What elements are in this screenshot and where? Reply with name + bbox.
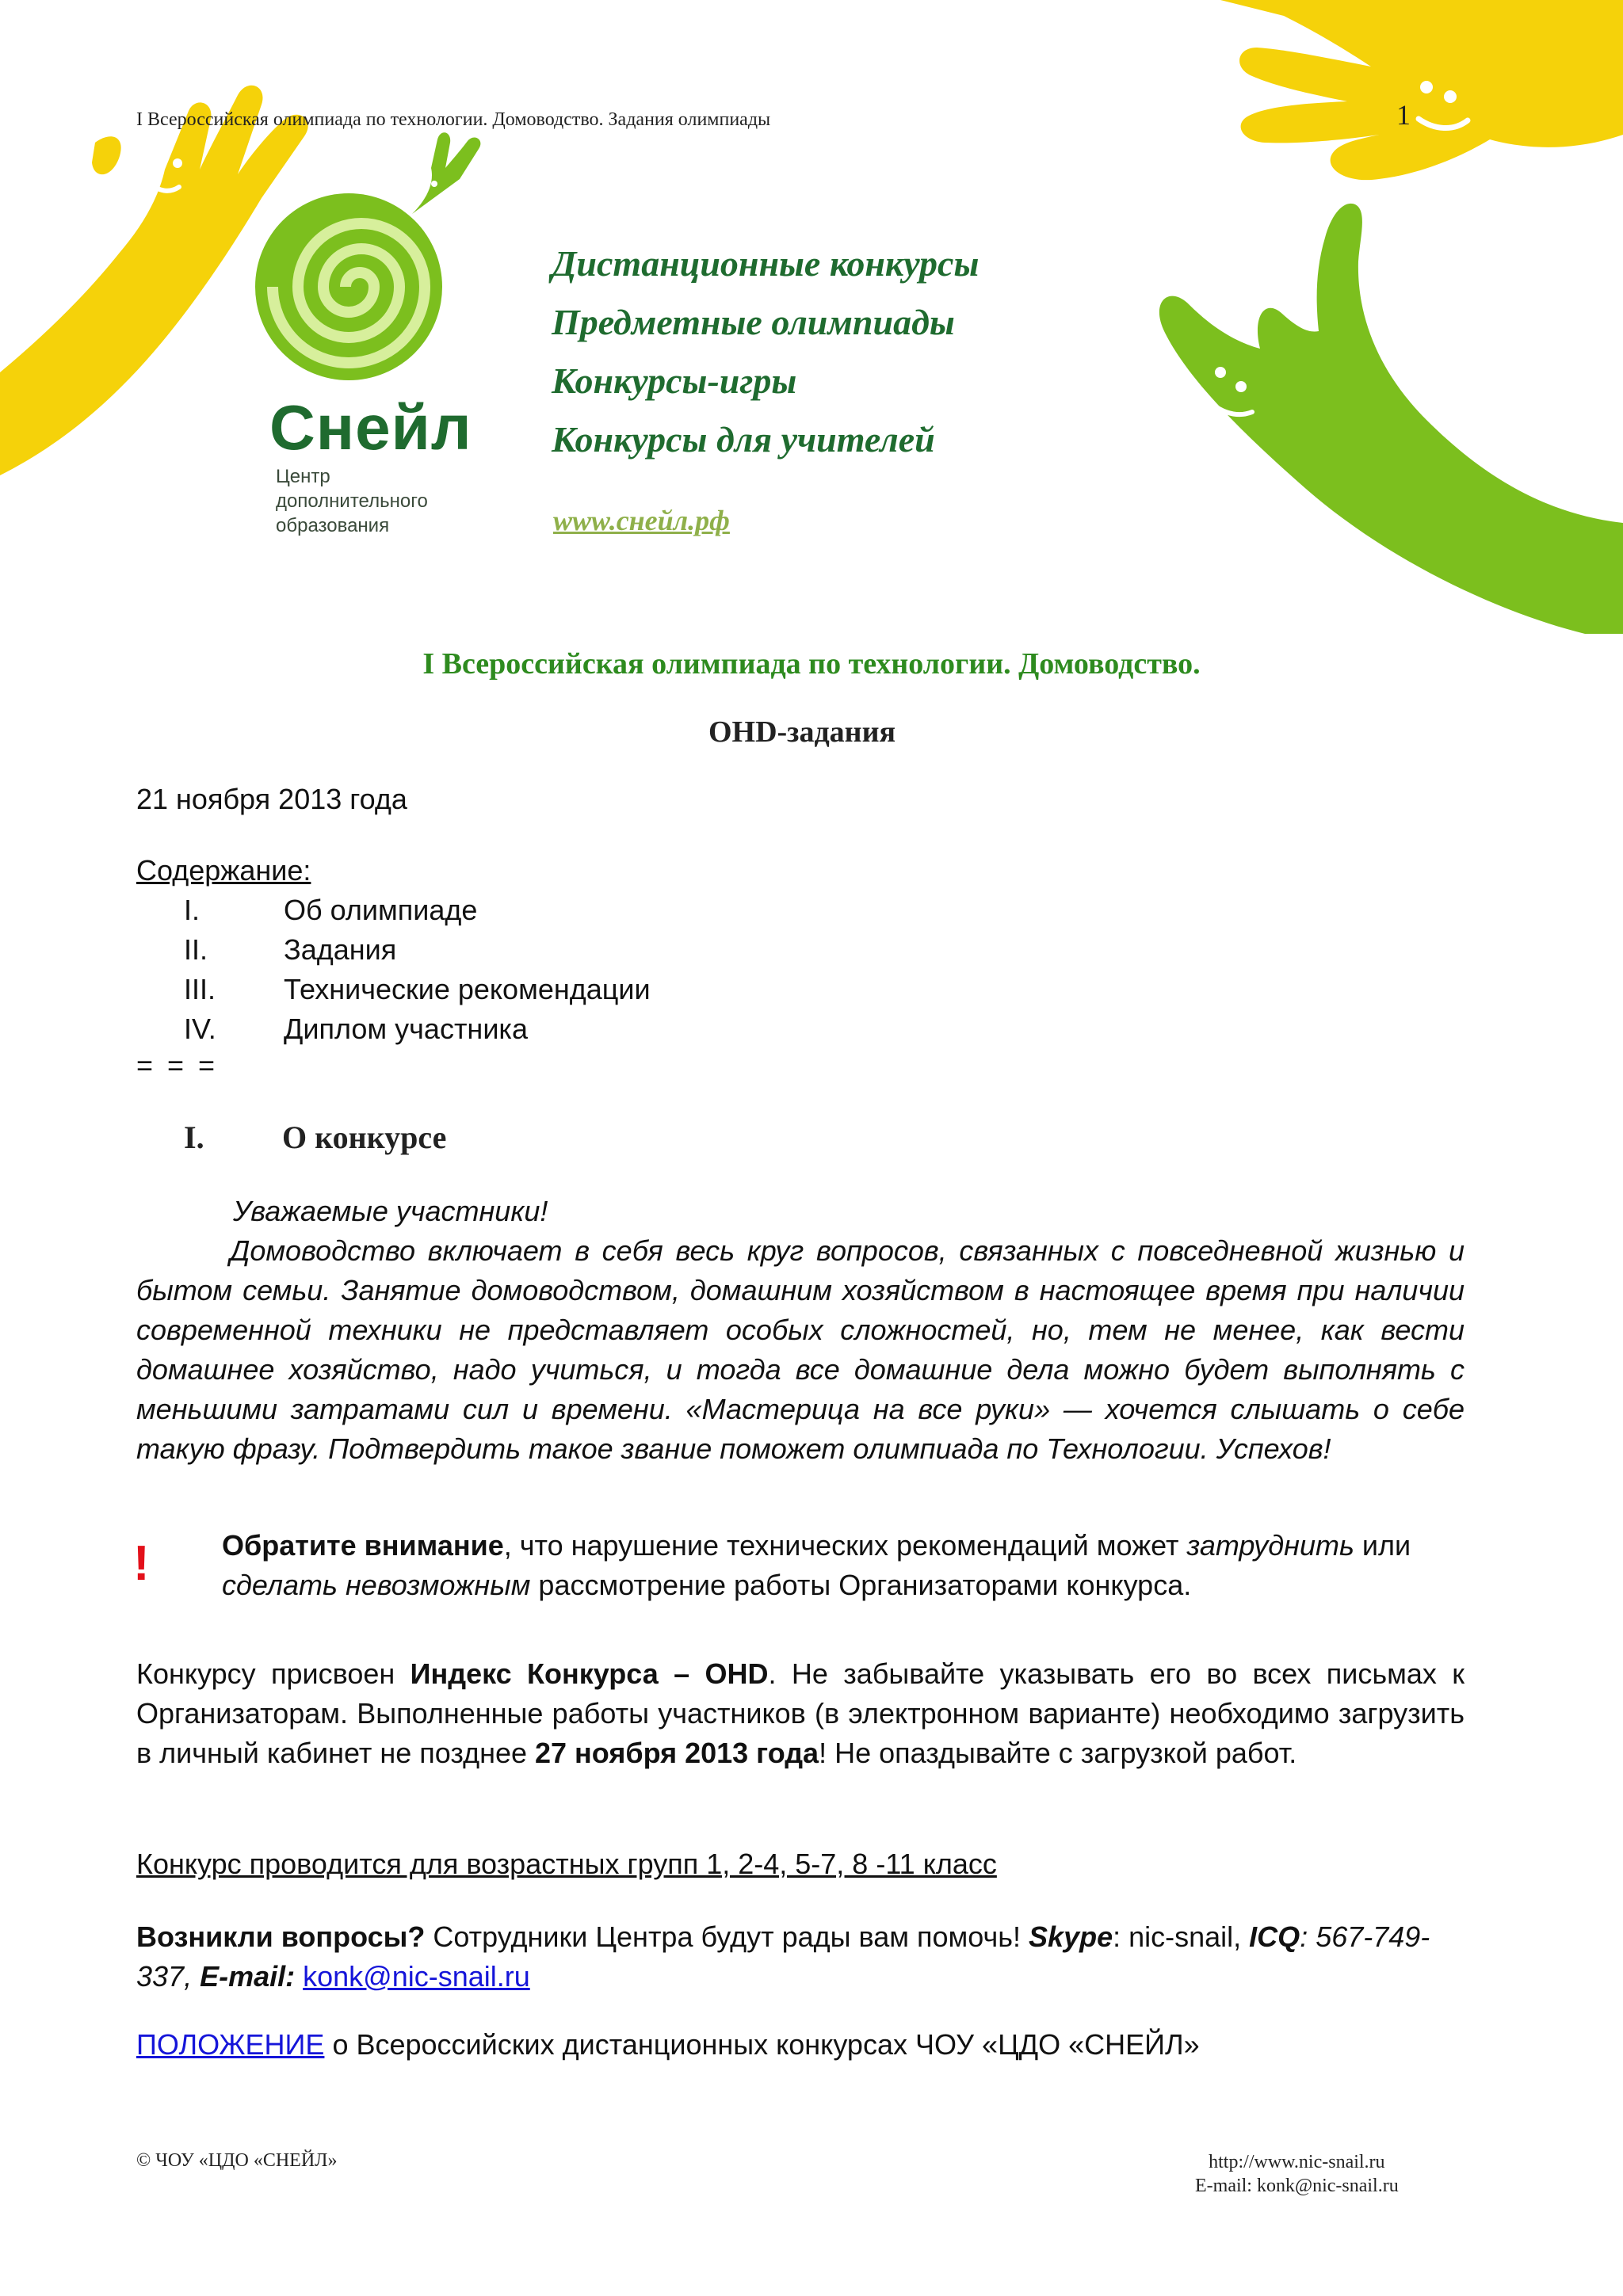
bottom-right-green-hand-icon: [1159, 204, 1623, 634]
toc-item-number: II.: [184, 933, 208, 966]
intro-paragraph: Домоводство включает в себя весь круг вопросов, связанных с повседневной жизнью и бытом семьи. Занятие домоводством, домашним хозяйством в настоящее время при наличии современной техники не представляет особых сложностей, но, тем не менее, как вести домашнее хозяйство, надо учиться, и тогда все домашние дела можно будет выполнять с меньшими затратами сил и времени. «Мастерица на все руки» — хочется слышать о себе такую фразу. Подтвердить такое звание поможет олимпиада по Технологии. Успехов!: [136, 1234, 1465, 1465]
regulation-line: [136, 2025, 1200, 2065]
footer-email: E-mail: konk@nic-snail.ru: [1195, 2176, 1399, 2196]
icq-value: : 567-749-337,: [136, 1920, 1430, 1993]
contest-index: Индекс Конкурса – OHD: [410, 1657, 769, 1690]
toc-item-label: Об олимпиаде: [284, 894, 478, 926]
brand-subtitle-line: образования: [276, 515, 390, 536]
attention-italic: сделать невозможным: [222, 1569, 531, 1601]
deadline-date: 27 ноября 2013 года: [535, 1737, 819, 1769]
top-right-yellow-hand-icon: [1220, 0, 1623, 180]
slogan-line: Конкурсы-игры: [552, 360, 797, 401]
slogan-line: Дистанционные конкурсы: [552, 243, 980, 284]
contacts-text: Сотрудники Центра будут рады вам помочь!: [425, 1920, 1029, 1953]
index-text: ! Не опаздывайте с загрузкой работ.: [819, 1737, 1297, 1769]
toc-item-label: Технические рекомендации: [284, 973, 651, 1005]
section-title: О конкурсе: [282, 1119, 447, 1155]
attention-bold: Обратите внимание: [222, 1529, 504, 1562]
contest-index-paragraph: [136, 1654, 1465, 1773]
attention-text: или: [1354, 1529, 1411, 1562]
age-groups-line: Конкурс проводится для возрастных групп 1, 2-4, 5-7, 8 -11 класс: [136, 1848, 997, 1880]
running-header: I Всероссийская олимпиада по технологии. Домоводство. Задания олимпиады: [136, 109, 771, 130]
document-subtitle: OHD-задания: [708, 715, 896, 749]
intro-greeting: Уважаемые участники!: [233, 1195, 548, 1227]
icq-label: ICQ: [1249, 1920, 1300, 1953]
page-number: 1: [1396, 99, 1411, 131]
brand-subtitle-line: дополнительного: [276, 490, 428, 512]
toc-item-label: Задания: [284, 933, 397, 966]
index-text: . Не забывайте указывать его во всех письмах к Организаторам. Выполненные работы участников (в электронном варианте) необходимо загрузить в личный кабинет не позднее: [136, 1657, 1465, 1769]
slogan-line: Предметные олимпиады: [552, 302, 955, 342]
contacts-paragraph: [136, 1917, 1465, 1997]
attention-note: [222, 1526, 1465, 1605]
snail-logo-icon: [255, 132, 480, 380]
brand-subtitle-line: Центр: [276, 466, 330, 487]
attention-text: , что нарушение технических рекомендаций может: [503, 1529, 1187, 1562]
toc-item-label: Диплом участника: [284, 1013, 528, 1045]
skype-label: Skype: [1029, 1920, 1113, 1953]
slogan-line: Конкурсы для учителей: [552, 419, 935, 460]
index-text: Конкурсу присвоен: [136, 1657, 411, 1690]
banner-site-link[interactable]: www.снейл.рф: [553, 505, 730, 536]
toc-heading: Содержание:: [136, 854, 311, 887]
document-title: I Всероссийская олимпиада по технологии. Домоводство.: [422, 647, 1201, 681]
section-separator: = = =: [136, 1049, 219, 1081]
regulation-link[interactable]: ПОЛОЖЕНИЕ: [136, 2028, 325, 2061]
regulation-text: о Всероссийских дистанционных конкурсах ЧОУ «ЦДО «СНЕЙЛ»: [324, 2028, 1200, 2061]
email-link[interactable]: konk@nic-snail.ru: [303, 1960, 530, 1993]
questions-heading: Возникли вопросы?: [136, 1920, 426, 1953]
document-date: 21 ноября 2013 года: [136, 783, 407, 815]
brand-subtitle: [276, 464, 428, 538]
attention-exclamation-icon: !: [133, 1536, 150, 1591]
footer-site: http://www.nic-snail.ru: [1209, 2152, 1385, 2172]
section-number: I.: [184, 1119, 204, 1155]
intro-text: [136, 1192, 1465, 1469]
toc-item-number: IV.: [184, 1013, 216, 1045]
footer-copyright: © ЧОУ «ЦДО «СНЕЙЛ»: [136, 2150, 338, 2171]
email-label: E-mail:: [200, 1960, 296, 1993]
footer-contacts: [1195, 2150, 1399, 2198]
toc-item-number: I.: [184, 894, 200, 926]
attention-text: рассмотрение работы Организаторами конкурса.: [530, 1569, 1192, 1601]
banner-slogans: [552, 235, 979, 469]
skype-value: : nic-snail,: [1113, 1920, 1250, 1953]
toc-item-number: III.: [184, 973, 216, 1005]
brand-name: Снейл: [269, 392, 472, 463]
attention-italic: затруднить: [1186, 1529, 1354, 1562]
